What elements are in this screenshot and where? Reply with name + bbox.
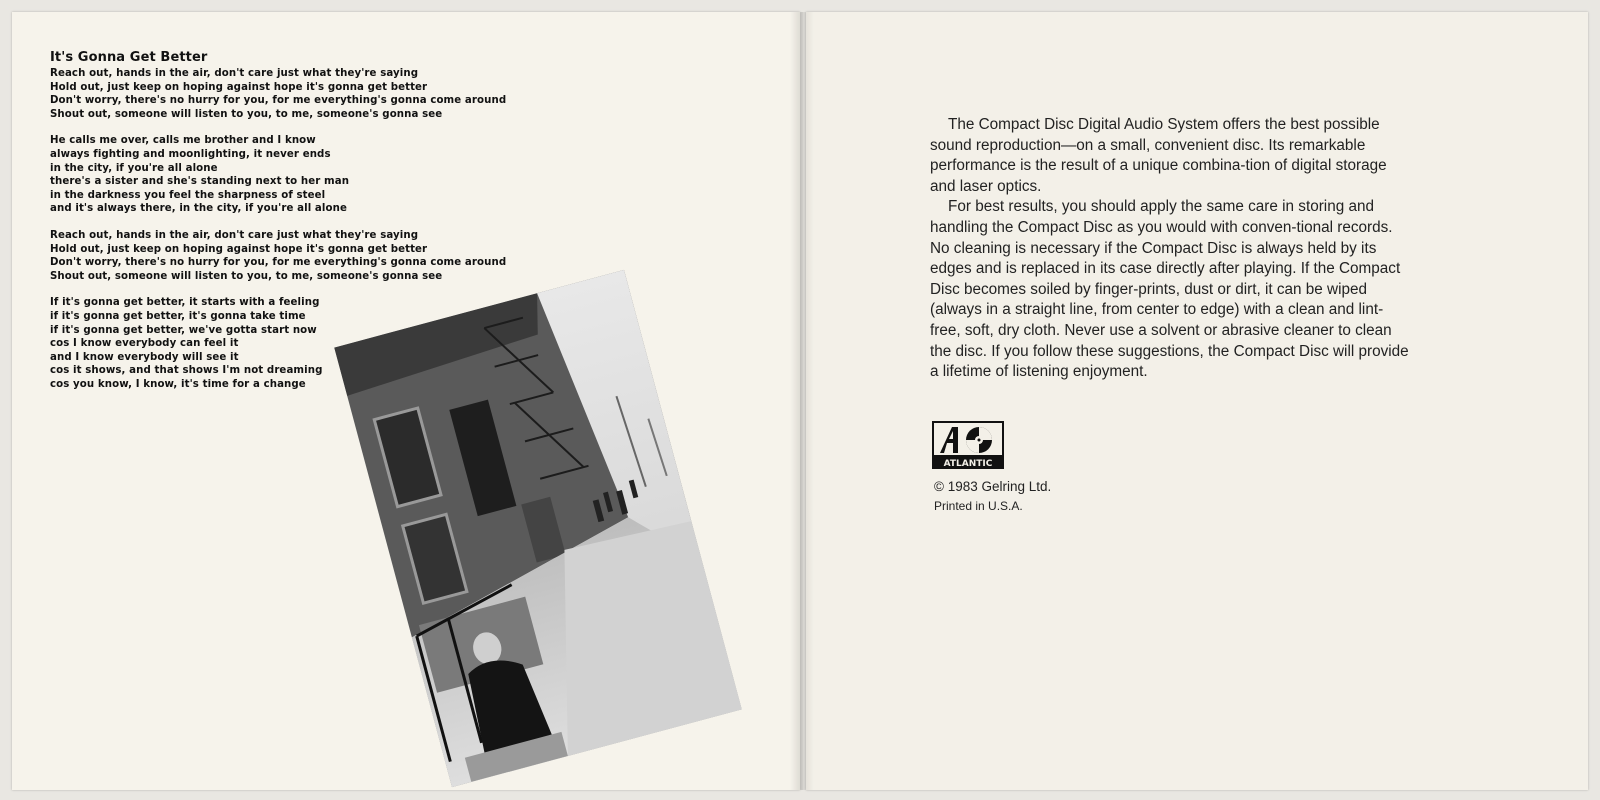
lyric-line: Don't worry, there's no hurry for you, for me everything's gonna come around: [50, 95, 507, 107]
lyric-line: in the darkness you feel the sharpness of steel: [50, 189, 326, 201]
lyric-line: Reach out, hands in the air, don't care just what they're saying: [50, 229, 419, 241]
lyric-line: Reach out, hands in the air, don't care just what they're saying: [50, 68, 419, 79]
lyric-line: there's a sister and she's standing next to her man: [50, 176, 350, 188]
lyric-line: He calls me over, calls me brother and I know: [50, 135, 316, 147]
lyric-line: if it's gonna get better, we've gotta start now: [50, 324, 317, 336]
street-photo-image: [334, 270, 742, 787]
atlantic-logo: [932, 421, 1004, 469]
atlantic-logo-icon: [932, 421, 1004, 469]
lyric-line: Hold out, just keep on hoping against hope it's gonna get better: [50, 81, 428, 93]
stanza-1: [50, 67, 570, 121]
song-title: It's Gonna Get Better: [50, 50, 208, 65]
street-photo: [334, 270, 742, 787]
lyric-line: cos you know, I know, it's time for a change: [50, 378, 306, 390]
lyric-line: in the city, if you're all alone: [50, 162, 218, 174]
printed-in-notice: Printed in U.S.A.: [934, 499, 1023, 513]
lyric-line: cos it shows, and that shows I'm not dreaming: [50, 365, 323, 377]
street-photo-frame: [370, 305, 770, 775]
lyric-line: Don't worry, there's no hurry for you, for me everything's gonna come around: [50, 257, 507, 269]
lyric-line: and I know everybody will see it: [50, 351, 239, 363]
logo-text: ATLANTIC: [943, 459, 993, 469]
lyric-line: if it's gonna get better, it's gonna take time: [50, 310, 306, 322]
lyric-line: Shout out, someone will listen to you, to me, someone's gonna see: [50, 108, 443, 120]
cd-info-paragraph-2: For best results, you should apply the same care in storing and handling the Compact Disc as you would with conven-tional records. No cleaning is necessary if the Compact Disc is always held by its edges and is replaced in its case directly after playing. If the Compact Disc becomes soiled by finger-prints, dust or dirt, it can be wiped (always in a straight line, from center to edge) with a clean and lint-free, soft, dry cloth. Never use a solvent or abrasive cleaner to clean the disc. If you follow these suggestions, the Compact Disc will provide a lifetime of listening enjoyment.: [930, 198, 1409, 381]
copyright-notice: © 1983 Gelring Ltd.: [934, 479, 1052, 494]
booklet-gutter: [790, 12, 814, 790]
lyric-line: and it's always there, in the city, if you're all alone: [50, 203, 347, 215]
lyric-line: Hold out, just keep on hoping against hope it's gonna get better: [50, 243, 428, 255]
lyric-line: Shout out, someone will listen to you, to me, someone's gonna see: [50, 270, 443, 282]
lyric-line: cos I know everybody can feel it: [50, 338, 239, 350]
cd-care-text: [930, 115, 1410, 383]
stanza-3: [50, 229, 570, 283]
cd-info-paragraph-1: The Compact Disc Digital Audio System offers the best possible sound reproduction—on a small, convenient disc. Its remarkable performance is the result of a unique combina-tion of digital storage and laser optics.: [930, 116, 1387, 195]
lyric-line: always fighting and moonlighting, it never ends: [50, 148, 331, 160]
stanza-2: [50, 134, 570, 216]
lyric-line: If it's gonna get better, it starts with a feeling: [50, 297, 320, 309]
